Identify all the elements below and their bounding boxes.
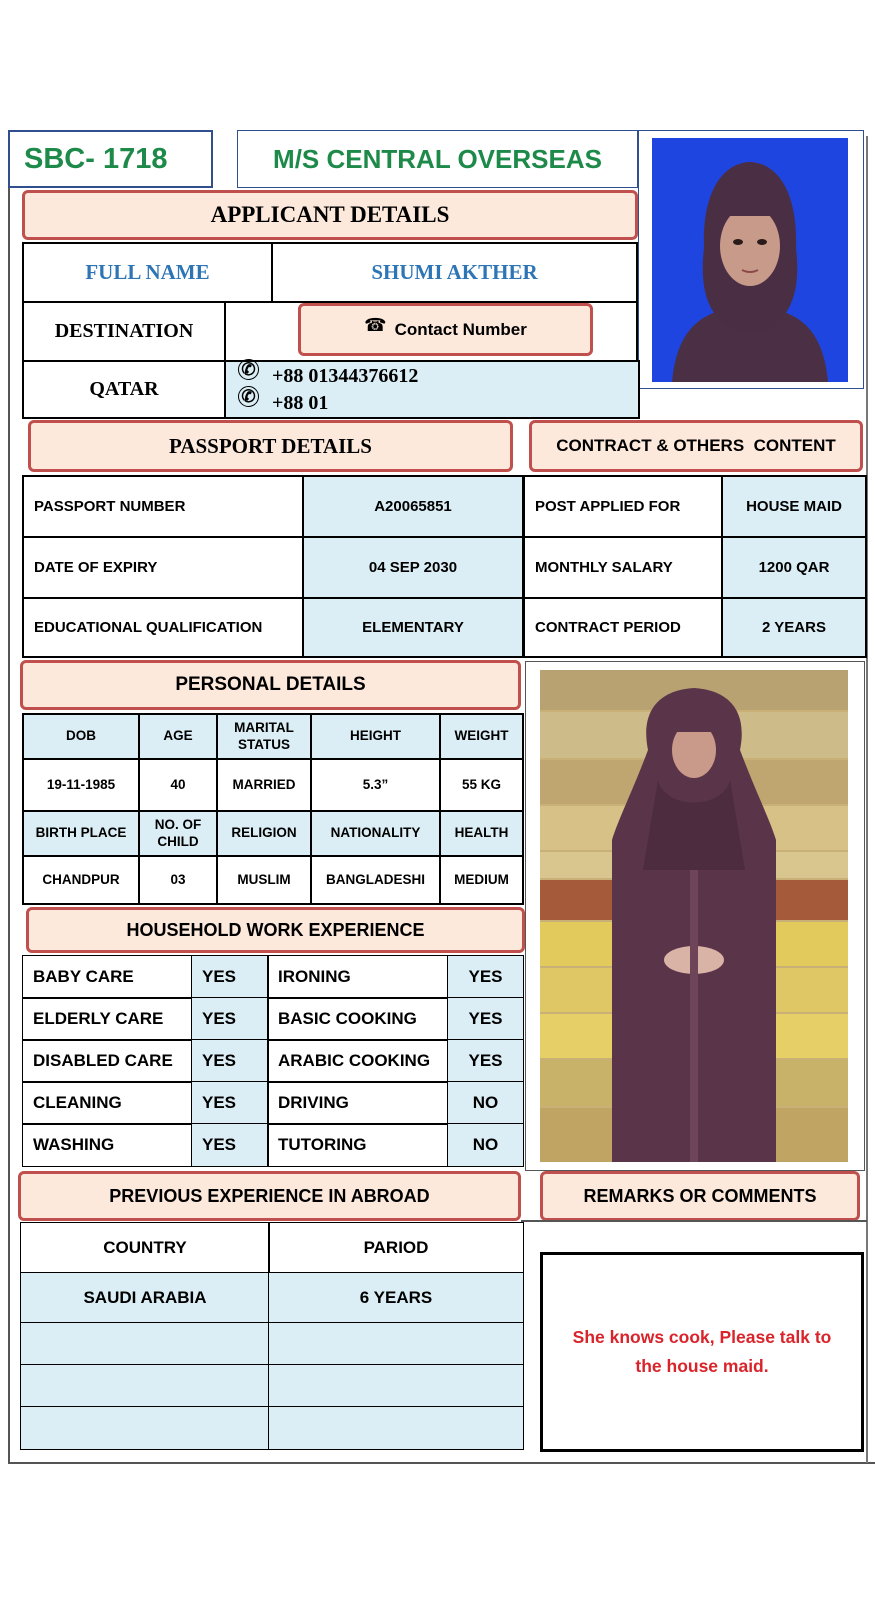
- full-name-value-cell: [271, 242, 638, 303]
- no-of-child-header: NO. OF CHILD: [138, 810, 218, 857]
- abroad-country-4: [20, 1406, 270, 1450]
- passport-number-label: PASSPORT NUMBER: [34, 498, 186, 515]
- telephone-icon: ☎: [364, 315, 387, 335]
- work-label-elderly-care: ELDERLY CARE: [22, 997, 193, 1041]
- reference-code-box: [8, 130, 213, 188]
- destination-value: QATAR: [89, 378, 159, 400]
- work-value-basic-cooking: YES: [447, 997, 524, 1041]
- monthly-salary-label-cell: [523, 536, 723, 599]
- nationality-value: BANGLADESHI: [310, 855, 441, 905]
- abroad-period-1: 6 YEARS: [268, 1272, 524, 1324]
- height-value: 5.3”: [310, 758, 441, 812]
- reference-code: SBC- 1718: [24, 142, 168, 175]
- contract-period-label: CONTRACT PERIOD: [535, 619, 681, 636]
- expiry-date-value-cell: [302, 536, 524, 599]
- full-name-label: FULL NAME: [85, 260, 210, 284]
- religion-header: RELIGION: [216, 810, 312, 857]
- contract-period-label-cell: [523, 597, 723, 658]
- destination-value-cell: [22, 360, 226, 419]
- contract-period-value: 2 YEARS: [762, 619, 826, 636]
- monthly-salary-value: 1200 QAR: [758, 559, 830, 576]
- household-work-heading: [26, 907, 525, 953]
- work-label-arabic-cooking: ARABIC COOKING: [267, 1039, 449, 1083]
- marital-status-header: MARITAL STATUS: [216, 713, 312, 760]
- nationality-header: NATIONALITY: [310, 810, 441, 857]
- period-header-cell: PARIOD: [268, 1222, 524, 1274]
- work-value-washing: YES: [191, 1123, 269, 1167]
- destination-label: DESTINATION: [54, 320, 194, 342]
- applicant-details-heading: [22, 190, 638, 240]
- work-label-disabled-care: DISABLED CARE: [22, 1039, 193, 1083]
- work-label-washing: WASHING: [22, 1123, 193, 1167]
- work-value-arabic-cooking: YES: [447, 1039, 524, 1083]
- age-header: AGE: [138, 713, 218, 760]
- birth-place-value: CHANDPUR: [22, 855, 140, 905]
- remarks-box: [540, 1252, 864, 1452]
- expiry-date-value: 04 SEP 2030: [368, 559, 458, 576]
- work-label-baby-care: BABY CARE: [22, 955, 193, 999]
- agency-name: M/S CENTRAL OVERSEAS: [273, 143, 602, 174]
- health-value: MEDIUM: [439, 855, 524, 905]
- monthly-salary-value-cell: [721, 536, 867, 599]
- phone-numbers-cell: [224, 360, 640, 419]
- full-body-photo-frame: [525, 661, 865, 1171]
- expiry-date-label-cell: [22, 536, 304, 599]
- phone-number-2: +88 01: [272, 391, 329, 414]
- phone-handset-icon: ✆: [238, 386, 259, 407]
- work-value-disabled-care: YES: [191, 1039, 269, 1083]
- abroad-experience-title: PREVIOUS EXPERIENCE IN ABROAD: [109, 1185, 430, 1206]
- dob-header: DOB: [22, 713, 140, 760]
- passport-number-label-cell: [22, 475, 304, 538]
- applicant-details-title: APPLICANT DETAILS: [210, 202, 450, 227]
- contact-number-label: Contact Number: [394, 319, 527, 339]
- phone-number-1: +88 01344376612: [272, 364, 419, 387]
- personal-details-heading: [20, 660, 521, 710]
- birth-place-header: BIRTH PLACE: [22, 810, 140, 857]
- education-label-cell: [22, 597, 304, 658]
- abroad-experience-heading: [18, 1171, 521, 1221]
- age-value: 40: [138, 758, 218, 812]
- height-header: HEIGHT: [310, 713, 441, 760]
- phone-handset-icon: ✆: [238, 359, 259, 380]
- work-value-baby-care: YES: [191, 955, 269, 999]
- passport-number-value: A20065851: [374, 498, 452, 515]
- religion-value: MUSLIM: [216, 855, 312, 905]
- remarks-heading: [540, 1171, 860, 1221]
- expiry-date-label: DATE OF EXPIRY: [34, 559, 158, 576]
- contact-number-label-box: [298, 303, 593, 356]
- work-value-elderly-care: YES: [191, 997, 269, 1041]
- work-value-tutoring: NO: [447, 1123, 524, 1167]
- work-value-driving: NO: [447, 1081, 524, 1125]
- abroad-country-2: [20, 1322, 270, 1366]
- phone-row-1: [241, 359, 419, 390]
- personal-details-title: PERSONAL DETAILS: [175, 674, 366, 695]
- abroad-country-3: [20, 1364, 270, 1408]
- passport-details-heading: [28, 420, 513, 472]
- contract-content-heading: [529, 420, 863, 472]
- work-label-tutoring: TUTORING: [267, 1123, 449, 1167]
- outer-frame: [8, 188, 10, 1463]
- passport-number-value-cell: [302, 475, 524, 538]
- household-work-title: HOUSEHOLD WORK EXPERIENCE: [126, 919, 425, 940]
- dob-value: 19-11-1985: [22, 758, 140, 812]
- remarks-title: REMARKS OR COMMENTS: [583, 1185, 817, 1206]
- abroad-period-3: [268, 1364, 524, 1408]
- health-header: HEALTH: [439, 810, 524, 857]
- weight-value: 55 KG: [439, 758, 524, 812]
- marital-status-value: MARRIED: [216, 758, 312, 812]
- education-label: EDUCATIONAL QUALIFICATION: [34, 619, 263, 636]
- education-value: ELEMENTARY: [362, 619, 464, 636]
- agency-name-box: [237, 130, 638, 188]
- outer-frame-right: [866, 136, 868, 1463]
- passport-details-title: PASSPORT DETAILS: [169, 433, 372, 458]
- work-label-ironing: IRONING: [267, 955, 449, 999]
- full-name-label-cell: [22, 242, 273, 303]
- work-label-driving: DRIVING: [267, 1081, 449, 1125]
- remarks-text: She knows cook, Please talk to the house maid.: [572, 1327, 832, 1376]
- outer-frame-bottom: [8, 1462, 875, 1464]
- weight-header: WEIGHT: [439, 713, 524, 760]
- phone-row-2: [241, 386, 329, 417]
- remarks-divider: [521, 1220, 867, 1222]
- full-body-photo: [540, 670, 848, 1162]
- contract-content-title: CONTRACT & OTHERS CONTENT: [556, 436, 836, 455]
- destination-label-cell: [22, 301, 226, 362]
- work-value-cleaning: YES: [191, 1081, 269, 1125]
- education-value-cell: [302, 597, 524, 658]
- post-applied-value: HOUSE MAID: [746, 498, 842, 515]
- abroad-period-2: [268, 1322, 524, 1366]
- work-value-ironing: YES: [447, 955, 524, 999]
- abroad-period-4: [268, 1406, 524, 1450]
- work-label-basic-cooking: BASIC COOKING: [267, 997, 449, 1041]
- full-name-value: SHUMI AKTHER: [371, 260, 538, 284]
- abroad-country-1: SAUDI ARABIA: [20, 1272, 270, 1324]
- work-label-cleaning: CLEANING: [22, 1081, 193, 1125]
- post-applied-value-cell: [721, 475, 867, 538]
- no-of-child-value: 03: [138, 855, 218, 905]
- country-header-cell: COUNTRY: [20, 1222, 270, 1274]
- portrait-photo-frame: [638, 130, 864, 389]
- contract-period-value-cell: [721, 597, 867, 658]
- post-applied-label-cell: [523, 475, 723, 538]
- portrait-photo: [652, 138, 848, 382]
- monthly-salary-label: MONTHLY SALARY: [535, 559, 673, 576]
- post-applied-label: POST APPLIED FOR: [535, 498, 681, 515]
